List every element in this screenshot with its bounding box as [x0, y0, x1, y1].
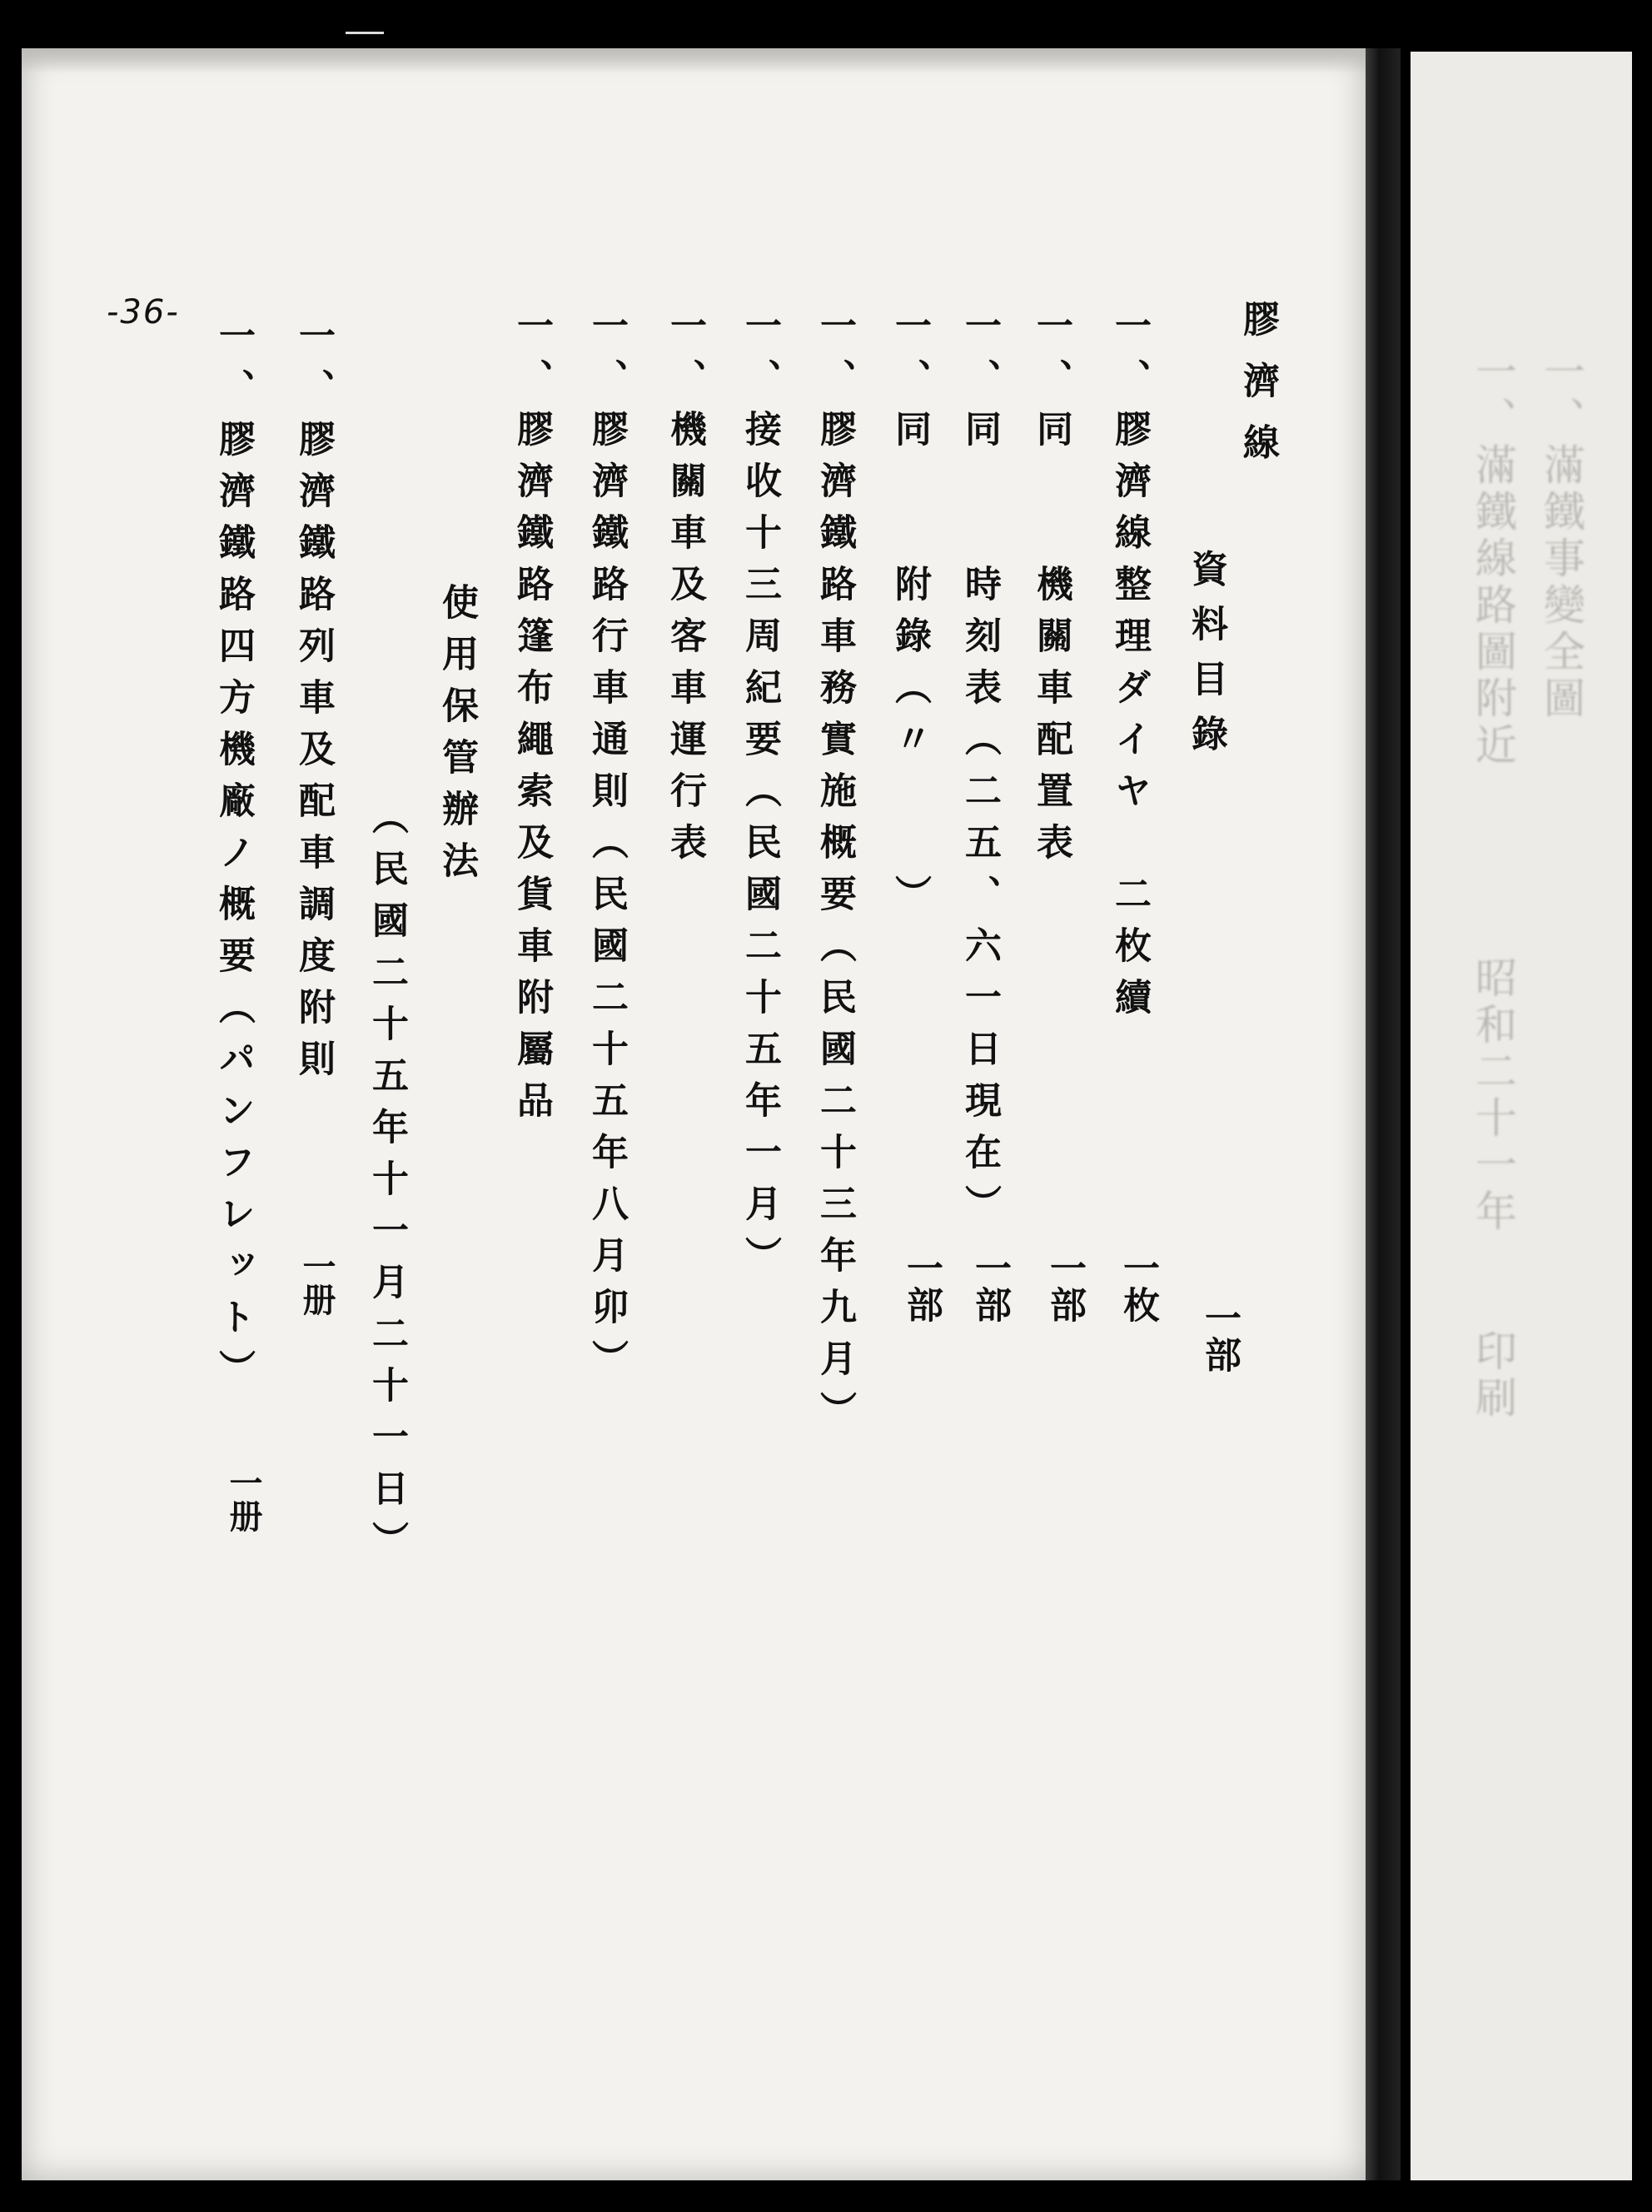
doc-title: 膠濟線 — [1237, 300, 1279, 485]
list-item: 一、同 附錄（〃 ） — [888, 306, 931, 926]
list-item: 一、膠濟鐵路四方機廠ノ概要（パンフレット） — [212, 316, 255, 1401]
item-qty: 一部 — [968, 1249, 1011, 1323]
list-item: 一、膠濟鐵路行車通則（民國二十五年八月卯） — [585, 306, 628, 1391]
list-item: 一、膠濟鐵路車務實施概要（民國二十三年九月） — [814, 306, 856, 1442]
top-edge-mark — [346, 32, 384, 34]
page-number: -36- — [107, 293, 180, 331]
list-item: 一、接收十三周紀要（民國二十五年一月） — [739, 306, 781, 1288]
item-qty: 一部 — [900, 1249, 943, 1323]
facing-page-line: 一、滿鐵線路圖附近 昭和二十一年 印刷 — [1469, 350, 1517, 1422]
list-item-date: （民國二十五年十一月二十一日） — [366, 798, 408, 1572]
item-qty: 一册 — [297, 1249, 336, 1316]
page-edge-shadow — [22, 48, 1366, 73]
list-item-continuation: 使用保管辦法 — [435, 583, 478, 893]
facing-page-line: 一、滿鐵事變全圖 — [1537, 350, 1585, 723]
facing-page — [1411, 52, 1632, 2180]
list-item: 一、膠濟線整理ダイヤ 二枚續 — [1108, 306, 1151, 1029]
book-spine — [1366, 48, 1401, 2180]
item-qty: 一枚 — [1117, 1249, 1159, 1323]
item-qty: 一部 — [1043, 1249, 1086, 1323]
list-item: 一、同 時刻表（二五、六一日現在） — [958, 306, 1001, 1236]
item-qty: 一册 — [224, 1466, 263, 1532]
list-item: 一、機關車及客車運行表 — [664, 306, 706, 874]
list-item: 一、膠濟鐵路篷布繩索及貨車附屬品 — [510, 306, 553, 1133]
list-item: 一、同 機關車配置表 — [1030, 306, 1072, 874]
doc-subtitle: 資料目錄 — [1185, 550, 1227, 770]
list-item: 一、膠濟鐵路列車及配車調度附則 — [292, 316, 335, 1091]
title-qty: 一部 — [1198, 1299, 1241, 1373]
